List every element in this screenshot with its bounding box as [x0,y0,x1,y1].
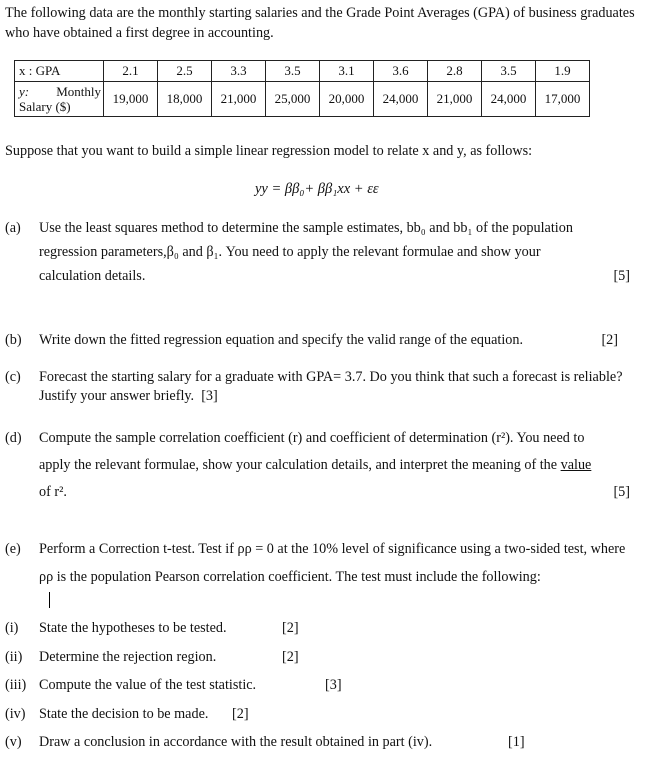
question-b-text: Write down the fitted regression equation and specify the valid range of the equation. [39,332,524,348]
salary-header-y: y: [19,84,30,99]
question-b-marks: [2] [601,332,618,348]
question-c-text: Forecast the starting salary for a graduate with GPA= 3.7. Do you think that such a forecast is reliable? Justify your answer briefly. [39,369,623,404]
question-d-text: Compute the sample correlation coefficient (r) and coefficient of determination (r²). You need to apply the relevant formulae, show your calculation details, and interpret the meaning of the [39,430,585,473]
subquestion-marks: [3] [325,677,342,693]
gpa-header: x : GPA [15,61,104,82]
subquestion-marks: [2] [232,706,249,722]
gpa-cell: 1.9 [536,61,590,82]
salary-row [15,82,590,117]
subquestion-label: (i) [5,620,19,636]
gpa-cell: 3.5 [482,61,536,82]
question-a-text: Use the least squares method to determine the sample estimates, bb₀ and bb₁ of the population regression parameters,β₀ and β₁. You need to apply the relevant formulae and show your calculation details. [39,220,573,284]
regression-equation: yy = ββ₀+ ββ₁xx + εε [255,181,379,197]
salary-cell: 19,000 [104,82,158,117]
salary-cell: 21,000 [212,82,266,117]
question-c-body [39,368,630,406]
question-c-label: (c) [5,369,21,385]
subquestion-label: (iii) [5,677,27,693]
intro-paragraph: The following data are the monthly starting salaries and the Grade Point Averages (GPA) of business graduates who have obtained a first degree in accounting. [5,5,635,41]
gpa-cell: 2.1 [104,61,158,82]
salary-header [15,82,104,117]
subquestion-text: State the hypotheses to be tested. [39,620,227,636]
text-cursor [49,592,50,608]
question-c-marks: [3] [201,388,218,404]
subquestion-text: State the decision to be made. [39,706,209,722]
gpa-cell: 3.1 [320,61,374,82]
salary-header-unit: Salary ($) [19,99,71,114]
gpa-cell: 3.3 [212,61,266,82]
subquestion-label: (iv) [5,706,26,722]
subquestion-text: Compute the value of the test statistic. [39,677,257,693]
salary-cell: 25,000 [266,82,320,117]
subquestion-marks: [2] [282,620,299,636]
gpa-row [15,61,590,82]
subquestion-label: (ii) [5,649,23,665]
subquestion-label: (v) [5,734,22,750]
question-e-text: Perform a Correction t-test. Test if ρρ = 0 at the 10% level of significance using a two-sided test, where ρρ is the population Pearson correlation coefficient. The test must include the following: [39,541,626,585]
subquestion-text: Determine the rejection region. [39,649,217,665]
question-a-marks: [5] [613,268,630,284]
question-d-marks: [5] [613,484,630,500]
suppose-text: Suppose that you want to build a simple linear regression model to relate x and y, as follows: [5,143,533,159]
gpa-cell: 3.5 [266,61,320,82]
salary-cell: 17,000 [536,82,590,117]
question-b [5,330,630,350]
data-table [14,60,590,117]
question-a-label: (a) [5,220,21,236]
question-d-body [39,425,630,506]
question-d [5,425,630,506]
question-d-tail: of r². [39,484,67,500]
gpa-cell: 2.5 [158,61,212,82]
question-c [5,368,630,406]
question-e [5,535,630,591]
question-a [5,216,630,288]
salary-cell: 18,000 [158,82,212,117]
salary-cell: 24,000 [374,82,428,117]
question-d-underlined: value [560,457,592,473]
question-b-label: (b) [5,332,22,348]
gpa-cell: 2.8 [428,61,482,82]
salary-cell: 21,000 [428,82,482,117]
question-e-label: (e) [5,541,21,557]
gpa-cell: 3.6 [374,61,428,82]
subquestion-marks: [2] [282,649,299,665]
salary-cell: 20,000 [320,82,374,117]
subquestion-text: Draw a conclusion in accordance with the result obtained in part (iv). [39,734,433,750]
subquestion-marks: [1] [508,734,525,750]
salary-header-monthly: Monthly [56,84,101,99]
question-d-label: (d) [5,430,22,446]
salary-cell: 24,000 [482,82,536,117]
